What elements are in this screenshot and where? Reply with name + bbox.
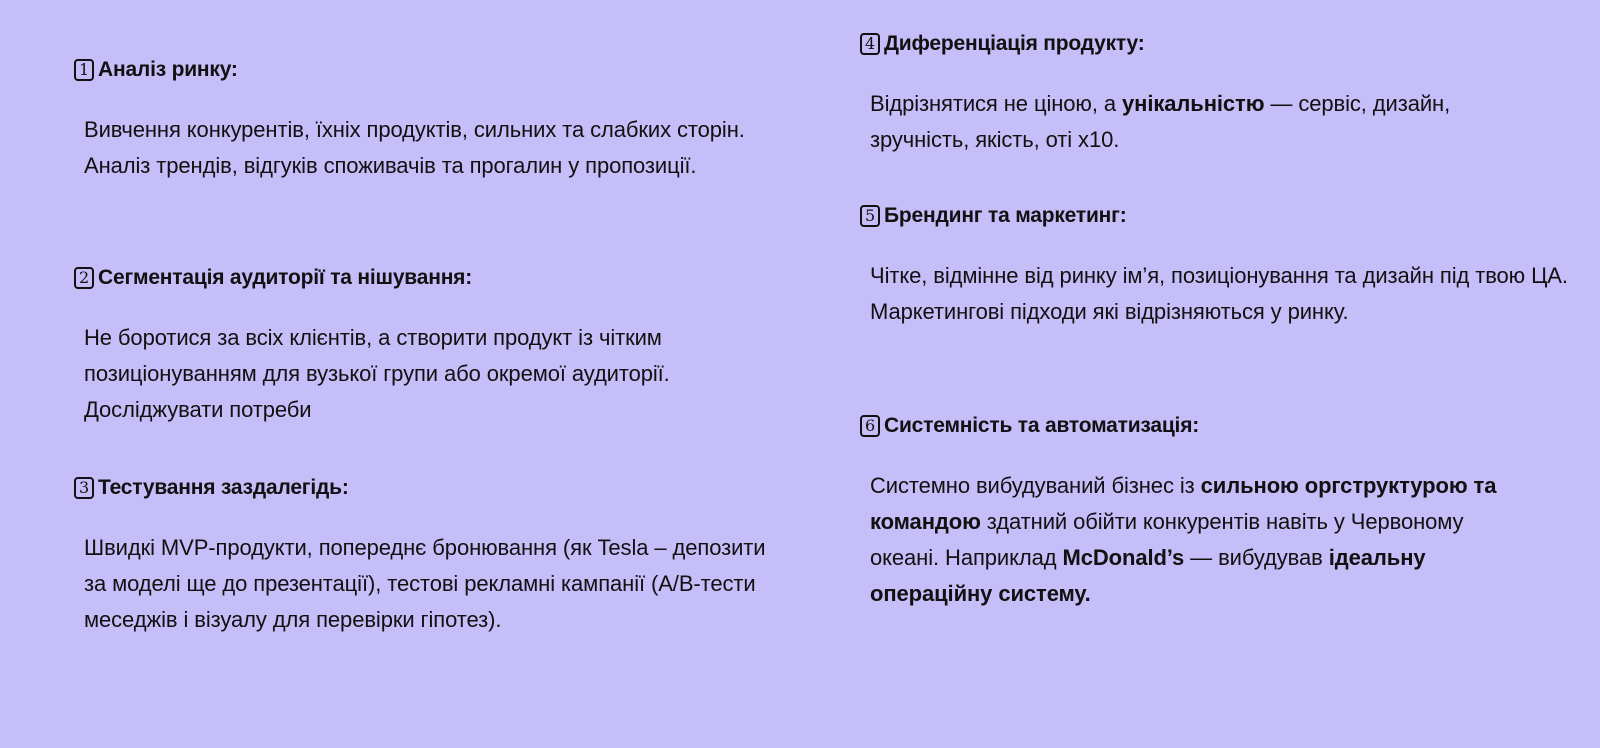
section-title: Брендинг та маркетинг:	[884, 204, 1127, 227]
section-systemness-automation	[860, 412, 1590, 612]
section-body: Швидкі MVP-продукти, попереднє бронювання (як Tesla – депозити за моделі ще до презентації), тестові рекламні кампанії (A/B-тести меседжів і візуалу для перевірки гіпотез).	[84, 535, 766, 632]
section-heading	[74, 474, 794, 502]
body-text: — сервіс, дизайн, зручність, якість, оті x10.	[870, 91, 1451, 152]
section-product-differentiation	[860, 30, 1590, 158]
body-bold: McDonald’s	[1062, 545, 1185, 570]
number-3-icon: 3	[74, 477, 94, 499]
body-text: — вибудував	[1184, 545, 1329, 570]
body-text: Відрізнятися не ціною, а	[870, 91, 1123, 116]
section-early-testing	[74, 474, 794, 638]
body-text: Системно вибудуваний бізнес із	[870, 473, 1201, 498]
body-bold: унікальністю	[1122, 91, 1265, 116]
section-body: Вивчення конкурентів, їхніх продуктів, сильних та слабких сторін. Аналіз трендів, відгуків споживачів та прогалин у пропозиції.	[84, 117, 745, 178]
number-1-icon: 1	[74, 59, 94, 81]
section-heading	[860, 30, 1590, 58]
body-text: здатний обійти конкурентів навіть у Червоному океані. Наприклад	[870, 509, 1464, 570]
section-body	[870, 86, 1510, 158]
section-body	[870, 468, 1520, 612]
section-heading	[860, 202, 1590, 230]
body-bold: сильною оргструктурою та командою	[870, 473, 1497, 534]
section-branding-marketing	[860, 202, 1590, 330]
section-title: Аналіз ринку:	[98, 58, 238, 81]
section-heading	[74, 264, 794, 292]
section-title: Сегментація аудиторії та нішування:	[98, 266, 473, 289]
section-body: Чітке, відмінне від ринку ім’я, позиціонування та дизайн під твою ЦА. Маркетингові підходи які відрізняються у ринку.	[870, 263, 1568, 324]
number-2-icon: 2	[74, 267, 94, 289]
section-title: Диференціація продукту:	[884, 32, 1145, 55]
section-title: Тестування заздалегідь:	[98, 476, 349, 499]
section-heading	[74, 56, 794, 84]
number-4-icon: 4	[860, 33, 880, 55]
number-6-icon: 6	[860, 415, 880, 437]
section-heading	[860, 412, 1590, 440]
body-bold: ідеальну операційну систему.	[870, 545, 1426, 606]
section-market-analysis	[74, 56, 794, 184]
number-5-icon: 5	[860, 205, 880, 227]
section-title: Системність та автоматизація:	[884, 414, 1200, 437]
section-body: Не боротися за всіх клієнтів, а створити продукт із чітким позиціонуванням для вузької групи або окремої аудиторії. Досліджувати потреби	[84, 325, 670, 422]
section-audience-segmentation	[74, 264, 794, 428]
